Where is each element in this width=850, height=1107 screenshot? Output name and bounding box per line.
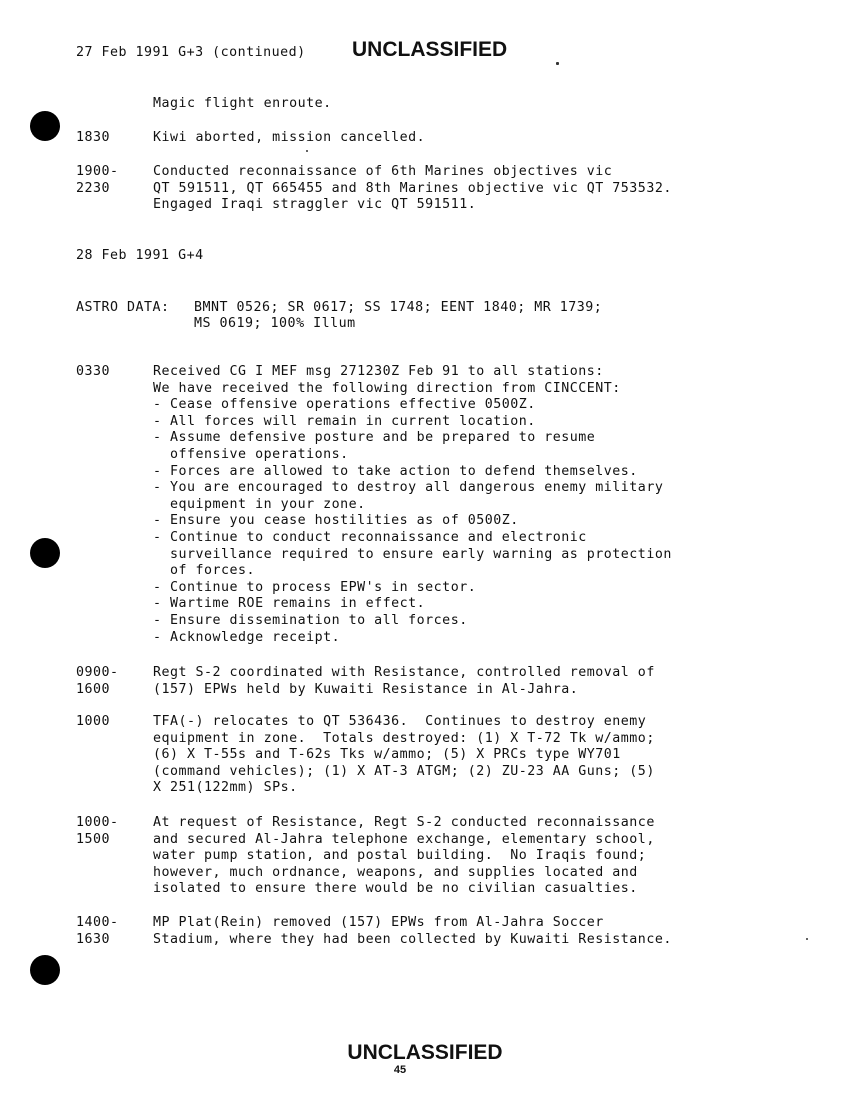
- astro-line-1: BMNT 0526; SR 0617; SS 1748; EENT 1840; MR 1739;: [194, 300, 603, 315]
- entry-line: and secured Al-Jahra telephone exchange, elementary school,: [153, 831, 655, 847]
- entry-line: (command vehicles); (1) X AT-3 ATGM; (2) ZU-23 AA Guns; (5): [153, 763, 655, 779]
- entry-line: equipment in zone. Totals destroyed: (1) X T-72 Tk w/ammo;: [153, 730, 655, 746]
- entry-line: - Continue to process EPW's in sector.: [153, 579, 477, 595]
- punch-hole-top: [30, 111, 60, 141]
- entry-text-block: [153, 665, 813, 700]
- entry-line: X 251(122mm) SPs.: [153, 780, 298, 796]
- date-heading-feb28: 28 Feb 1991 G+4: [76, 248, 204, 263]
- header-classification: UNCLASSIFIED: [352, 38, 508, 61]
- entry-line: - Acknowledge receipt.: [153, 629, 341, 645]
- entry-line: - Ensure you cease hostilities as of 0500Z.: [153, 513, 519, 529]
- entry-text-block: [153, 915, 833, 950]
- entry-time: 0900- 1600: [76, 665, 119, 697]
- scan-speck: [306, 150, 308, 152]
- entry-time: 1000- 1500: [76, 815, 119, 847]
- entry-text: Kiwi aborted, mission cancelled.: [153, 130, 426, 145]
- punch-hole-bottom: [30, 955, 60, 985]
- entry-text-block: [153, 164, 813, 216]
- entry-text: Magic flight enroute.: [153, 96, 332, 111]
- entry-line: - Ensure dissemination to all forces.: [153, 613, 468, 628]
- entry-line: - Continue to conduct reconnaissance and electronic: [153, 530, 587, 545]
- entry-line: surveillance required to ensure early warning as protection: [153, 546, 672, 562]
- entry-line: however, much ordnance, weapons, and supplies located and: [153, 864, 638, 880]
- entry-line: offensive operations.: [153, 447, 349, 462]
- entry-line: - Forces are allowed to take action to defend themselves.: [153, 463, 638, 479]
- entry-time: 1830: [76, 130, 111, 145]
- entry-line: isolated to ensure there would be no civilian casualties.: [153, 881, 638, 897]
- astro-label: ASTRO DATA:: [76, 300, 170, 315]
- entry-line: We have received the following direction from CINCCENT:: [153, 380, 621, 396]
- entry-line: (157) EPWs held by Kuwaiti Resistance in Al-Jahra.: [153, 681, 579, 697]
- astro-line-2: MS 0619; 100% Illum: [194, 316, 356, 331]
- entry-line: MP Plat(Rein) removed (157) EPWs from Al-Jahra Soccer: [153, 915, 604, 930]
- entry-line: Engaged Iraqi straggler vic QT 591511.: [153, 197, 477, 213]
- entry-text-block: [153, 815, 813, 900]
- scan-speck: [556, 62, 559, 65]
- entry-line: - Cease offensive operations effective 0500Z.: [153, 397, 536, 413]
- entry-line: - You are encouraged to destroy all dangerous enemy military: [153, 480, 664, 496]
- entry-line: - Assume defensive posture and be prepared to resume: [153, 430, 596, 446]
- header-date-line: 27 Feb 1991 G+3 (continued): [76, 45, 306, 60]
- footer-classification: UNCLASSIFIED: [347, 1041, 503, 1064]
- entry-line: - Wartime ROE remains in effect.: [153, 596, 426, 612]
- entry-line: Stadium, where they had been collected by Kuwaiti Resistance.: [153, 931, 672, 947]
- entry-line: Conducted reconnaissance of 6th Marines objectives vic: [153, 164, 613, 179]
- entry-line: equipment in your zone.: [153, 496, 366, 512]
- entry-time: 1000: [76, 714, 111, 729]
- entry-line: water pump station, and postal building. No Iraqis found;: [153, 848, 647, 864]
- entry-text-block: [153, 364, 833, 649]
- entry-line: QT 591511, QT 665455 and 8th Marines objective vic QT 753532.: [153, 180, 672, 196]
- entry-line: (6) X T-55s and T-62s Tks w/ammo; (5) X PRCs type WY701: [153, 747, 621, 763]
- page-number: 45: [393, 1064, 407, 1076]
- entry-line: At request of Resistance, Regt S-2 conducted reconnaissance: [153, 815, 655, 830]
- entry-time: 0330: [76, 364, 111, 379]
- entry-line: of forces.: [153, 563, 256, 579]
- entry-time: 1400- 1630: [76, 915, 119, 947]
- punch-hole-middle: [30, 538, 60, 568]
- entry-line: Regt S-2 coordinated with Resistance, controlled removal of: [153, 665, 655, 680]
- entry-line: TFA(-) relocates to QT 536436. Continues to destroy enemy: [153, 714, 647, 729]
- entry-time: 1900- 2230: [76, 164, 119, 196]
- entry-line: Received CG I MEF msg 271230Z Feb 91 to all stations:: [153, 364, 604, 379]
- entry-line: - All forces will remain in current location.: [153, 413, 536, 429]
- entry-text-block: [153, 714, 813, 799]
